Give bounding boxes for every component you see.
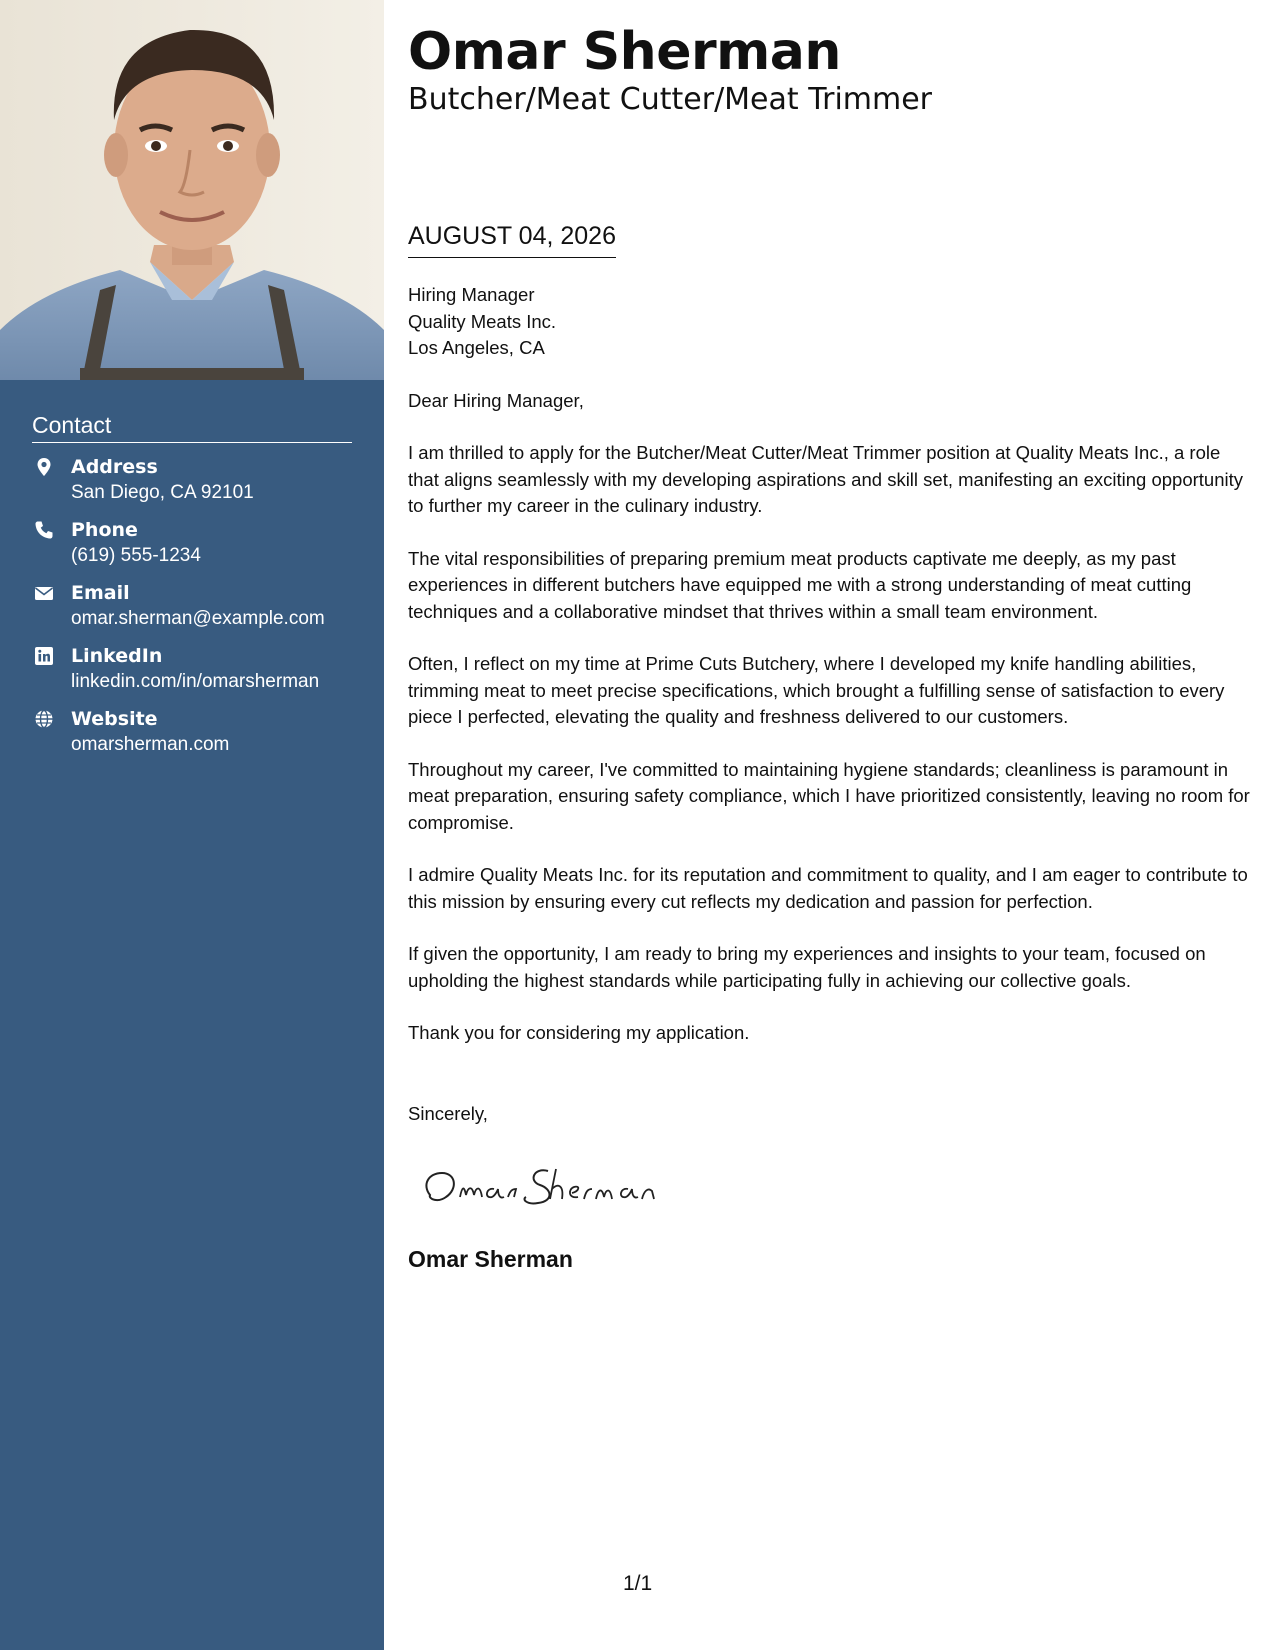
- contact-label: Address: [71, 456, 158, 478]
- sidebar: [0, 0, 384, 1650]
- contact-value[interactable]: omarsherman.com: [71, 734, 230, 755]
- phone-icon: [34, 520, 54, 540]
- page-number: 1/1: [623, 1572, 653, 1595]
- salutation: Dear Hiring Manager,: [408, 389, 584, 411]
- contact-item-address: [32, 456, 372, 519]
- recipient-line: Los Angeles, CA: [408, 337, 545, 358]
- paragraph: Often, I reflect on my time at Prime Cuts Butchery, where I developed my knife handling abilities, trimming meat to meet precise specifications, which brought a fulfilling sense of satisfaction to every piece I perfected, elevating the quality and freshness delivered to our customers.: [408, 653, 1225, 727]
- contact-value: San Diego, CA 92101: [71, 482, 254, 503]
- contact-item-email: [32, 582, 372, 645]
- signer-name: Omar Sherman: [408, 1246, 573, 1272]
- contact-value: (619) 555-1234: [71, 545, 201, 566]
- contact-heading: Contact: [32, 412, 352, 443]
- profile-photo: [0, 0, 384, 380]
- envelope-icon: [34, 583, 54, 603]
- contact-label: Email: [71, 582, 130, 604]
- recipient-block: [408, 282, 1253, 362]
- globe-icon: [34, 709, 54, 729]
- paragraph: Throughout my career, I've committed to maintaining hygiene standards; cleanliness is paramount in meat preparation, ensuring safety compliance, which I have prioritized consistently, leaving no room for compromise.: [408, 758, 1250, 833]
- paragraph: If given the opportunity, I am ready to bring my experiences and insights to your team, focused on upholding the highest standards while participating fully in achieving our collective goals.: [408, 943, 1206, 991]
- contact-label: LinkedIn: [71, 645, 163, 667]
- letter-date: AUGUST 04, 2026: [408, 222, 616, 258]
- paragraph: The vital responsibilities of preparing premium meat products captivate me deeply, as my past experiences in different butchers have equipped me with a strong understanding of meat cutting techniques and a collaborative mindset that thrives within a small team environment.: [408, 547, 1192, 622]
- paragraph: Thank you for considering my application.: [408, 1022, 750, 1043]
- closing: Sincerely,: [408, 1103, 488, 1124]
- handwritten-signature: [416, 1155, 666, 1215]
- recipient-line: Hiring Manager: [408, 284, 535, 305]
- job-title: Butcher/Meat Cutter/Meat Trimmer: [408, 82, 933, 117]
- applicant-name: Omar Sherman: [408, 22, 841, 82]
- linkedin-icon: [34, 646, 54, 666]
- contact-item-phone: [32, 519, 372, 582]
- contact-item-linkedin: [32, 645, 372, 708]
- letter-body: [408, 282, 1253, 1073]
- paragraph: I am thrilled to apply for the Butcher/Meat Cutter/Meat Trimmer position at Quality Meats Inc., a role that aligns seamlessly with my developing aspirations and skill set, manifesting an exciting opportunity to further my career in the culinary industry.: [408, 442, 1243, 516]
- contact-label: Phone: [71, 519, 138, 541]
- contact-label: Website: [71, 708, 158, 730]
- contact-list: [32, 456, 372, 771]
- contact-value[interactable]: linkedin.com/in/omarsherman: [71, 671, 320, 692]
- contact-value[interactable]: omar.sherman@example.com: [71, 608, 325, 629]
- recipient-line: Quality Meats Inc.: [408, 310, 557, 332]
- map-pin-icon: [34, 457, 54, 477]
- paragraph: I admire Quality Meats Inc. for its reputation and commitment to quality, and I am eager to contribute to this mission by ensuring every cut reflects my dedication and passion for perfection.: [408, 864, 1248, 912]
- contact-item-website: [32, 708, 372, 771]
